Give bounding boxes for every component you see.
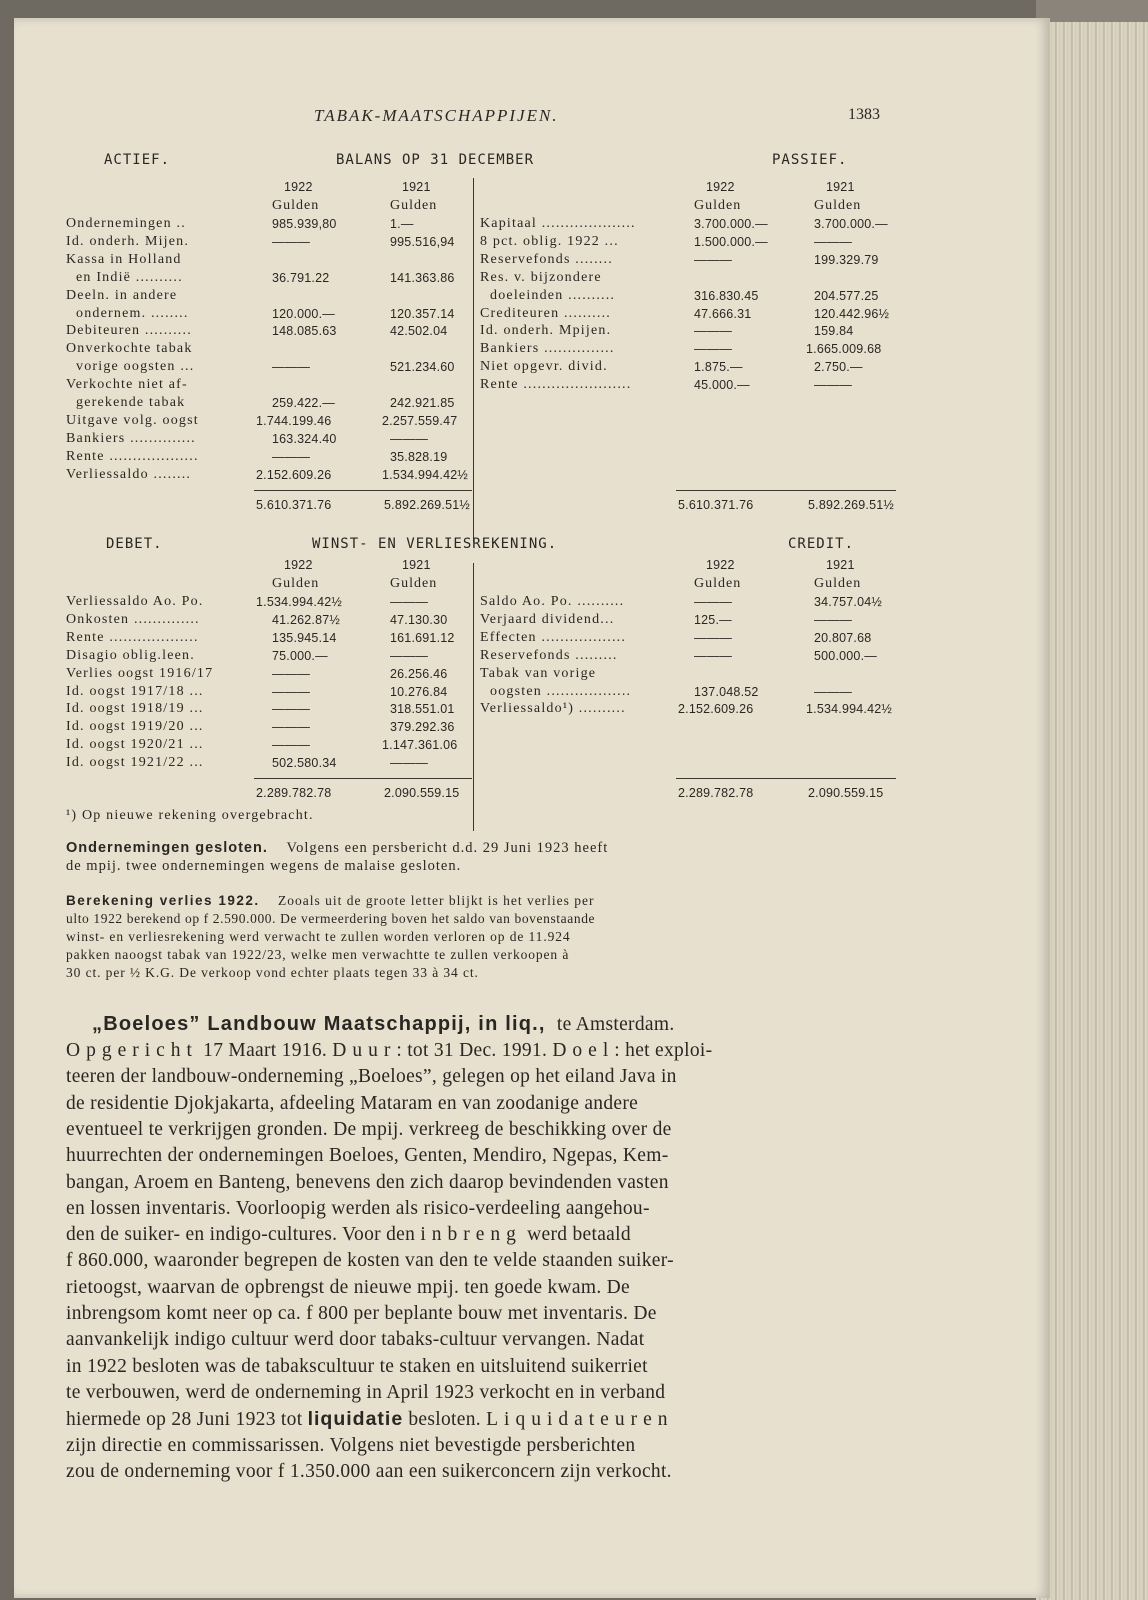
row-value-1921: 995.516,94: [390, 234, 455, 249]
article-line: [66, 1303, 657, 1325]
year-header: 1921: [402, 558, 431, 572]
total-1921: 5.892.269.51½: [808, 498, 895, 512]
row-value-1921: 34.757.04½: [814, 595, 883, 609]
row-value-1921: 35.828.19: [390, 449, 448, 464]
running-header: TABAK-MAATSCHAPPIJEN.: [314, 106, 559, 125]
article-text: Duur: [332, 1040, 397, 1061]
credit-heading: CREDIT.: [788, 536, 855, 552]
article-text: werd betaald: [521, 1224, 631, 1246]
article-line: [66, 1356, 648, 1378]
total-rule: [254, 490, 472, 491]
note-berekening-text-5: 30 ct. per ½ K.G. De verkoop vond echter plaats tegen 33 à 34 ct.: [66, 965, 479, 980]
row-value-1922: 125.—: [694, 612, 732, 627]
book-page-edges: [1036, 22, 1148, 1600]
article-line: [66, 1224, 631, 1246]
note-berekening-heading: Berekening verlies 1922.: [66, 893, 260, 908]
note-ondernemingen-text-1: Volgens een persbericht d.d. 29 Juni 1923 heeft: [286, 840, 609, 856]
total-rule: [676, 778, 896, 779]
row-value-1922: 1.534.994.42½: [256, 595, 343, 609]
row-label: Crediteuren ..........: [480, 305, 611, 321]
unit-header: Gulden: [814, 576, 862, 591]
row-value-1921: ———: [390, 431, 429, 446]
article-line: [66, 1172, 669, 1194]
row-label: en Indië ..........: [76, 269, 183, 285]
total-1922: 2.289.782.78: [256, 786, 332, 800]
row-value-1921: 204.577.25: [814, 288, 879, 303]
scanned-page: [14, 18, 1050, 1598]
article-line: [66, 1329, 644, 1351]
row-label: Verkochte niet af-: [66, 377, 188, 393]
article-text: inbreng: [420, 1224, 522, 1246]
row-label: Bankiers ...............: [480, 341, 615, 357]
article-text: hiermede op 28 Juni 1923 tot: [66, 1409, 308, 1431]
article-text: 17 Maart 1916.: [197, 1040, 333, 1061]
row-label: Deeln. in andere: [66, 287, 178, 303]
note-berekening-text-2: ulto 1922 berekend op f 2.590.000. De vermeerdering boven het saldo van bovenstaande: [66, 911, 596, 926]
row-value-1922: ———: [694, 630, 733, 645]
row-value-1922: 1.744.199.46: [256, 413, 332, 428]
article-line: [66, 1435, 635, 1457]
article-text: de residentie Djokjakarta, afdeeling Mataram en van zoodanige andere: [66, 1092, 639, 1114]
article-text: : het exploi-: [614, 1040, 713, 1061]
row-label: Rente ...................: [66, 448, 199, 464]
row-label: Saldo Ao. Po. ..........: [480, 594, 625, 609]
row-label: Reservefonds ........: [480, 251, 613, 267]
article-text: en lossen inventaris. Voorloopig werden als risico-verdeeling aangehou-: [66, 1197, 650, 1219]
row-value-1921: 318.551.01: [390, 702, 455, 717]
row-value-1922: 985.939,80: [272, 217, 337, 231]
row-label: Id. oogst 1918/19 ...: [66, 701, 204, 717]
row-value-1921: 199.329.79: [814, 252, 879, 267]
article-text: in 1922 besloten was de tabakscultuur te staken en uitsluitend suikerriet: [66, 1355, 648, 1377]
row-value-1922: 1.875.—: [694, 360, 743, 375]
article-text: inbrengsom komt neer op ca. f 800 per beplante bouw met inventaris. De: [66, 1303, 657, 1324]
row-label: Tabak van vorige: [480, 665, 597, 681]
row-label: Effecten ..................: [480, 629, 627, 645]
article-text: Opgericht: [66, 1040, 198, 1061]
row-label: Verliessaldo¹) ..........: [480, 701, 626, 717]
row-value-1922: ———: [694, 595, 733, 609]
row-value-1921: 1.—: [390, 217, 414, 231]
row-value-1921: ———: [814, 684, 853, 699]
row-value-1922: 148.085.63: [272, 324, 337, 339]
book-edge-top: [1036, 0, 1148, 24]
row-label: Id. oogst 1920/21 ...: [66, 737, 204, 753]
row-value-1921: 161.691.12: [390, 630, 455, 645]
article-text: f 860.000, waaronder begrepen de kosten van den te velde staanden suiker-: [66, 1250, 674, 1272]
row-value-1921: 242.921.85: [390, 396, 455, 410]
row-value-1921: 2.750.—: [814, 360, 863, 375]
article-text: besloten.: [403, 1409, 487, 1431]
row-value-1921: ———: [390, 756, 429, 771]
year-header: 1921: [826, 558, 855, 572]
row-label: Verliessaldo ........: [66, 466, 192, 482]
total-1922: 5.610.371.76: [678, 498, 754, 512]
row-label: vorige oogsten ...: [76, 359, 195, 375]
row-value-1922: ———: [272, 234, 311, 249]
article-text: rietoogst, waarvan de opbrengst de nieuwe mpij. ten goede kwam. De: [66, 1276, 631, 1298]
article-text: eventueel te verkrijgen gronden. De mpij. verkreeg de beschikking over de: [66, 1118, 672, 1140]
row-label: Verjaard dividend...: [480, 611, 615, 627]
row-value-1921: 26.256.46: [390, 666, 448, 681]
row-label: Id. oogst 1921/22 ...: [66, 755, 204, 771]
row-value-1922: 502.580.34: [272, 756, 337, 771]
article-text: den de suiker- en indigo-cultures. Voor den: [66, 1224, 421, 1246]
unit-header: Gulden: [390, 198, 438, 213]
unit-header: Gulden: [272, 198, 320, 213]
row-value-1921: 500.000.—: [814, 648, 877, 663]
row-value-1921: 379.292.36: [390, 720, 455, 735]
total-rule: [254, 778, 472, 779]
article-text: aanvankelijk indigo cultuur werd door tabaks-cultuur vervangen. Nadat: [66, 1329, 645, 1351]
row-value-1921: 3.700.000.—: [814, 217, 888, 231]
row-label: Id. onderh. Mpijen.: [480, 323, 612, 339]
page-number: 1383: [848, 106, 880, 123]
row-value-1922: 259.422.—: [272, 396, 335, 410]
row-value-1922: ———: [694, 342, 733, 357]
article-text: Liquidateuren: [486, 1409, 674, 1431]
article-line: [66, 1198, 650, 1220]
note-berekening-text-3: winst- en verliesrekening werd verwacht te zullen worden verloren op de 11.924: [66, 929, 571, 944]
row-label: Kassa in Holland: [66, 251, 182, 267]
article-line: [66, 1040, 712, 1062]
article-title-line: [92, 1013, 675, 1036]
article-text: te verbouwen, werd de onderneming in April 1923 verkocht en in verband: [66, 1381, 666, 1403]
total-1922: 2.289.782.78: [678, 786, 754, 800]
note-ondernemingen-heading: Ondernemingen gesloten.: [66, 840, 268, 856]
company-location: te Amsterdam.: [556, 1014, 675, 1035]
article-line: [66, 1408, 673, 1431]
company-name: „Boeloes” Landbouw Maatschappij, in liq.,: [92, 1013, 546, 1035]
row-value-1922: 2.152.609.26: [256, 467, 332, 482]
row-label: Id. onderh. Mijen.: [66, 233, 190, 249]
balans-divider: [473, 178, 474, 542]
passief-heading: PASSIEF.: [772, 152, 848, 168]
row-value-1922: 137.048.52: [694, 684, 759, 699]
article-text: zijn directie en commissarissen. Volgens niet bevestigde persberichten: [66, 1434, 636, 1456]
row-label: Id. oogst 1919/20 ...: [66, 719, 204, 735]
row-label: doeleinden ..........: [490, 287, 616, 303]
year-header: 1921: [402, 180, 431, 194]
unit-header: Gulden: [694, 576, 742, 591]
balans-heading: BALANS OP 31 DECEMBER: [336, 152, 535, 168]
winst-heading: WINST- EN VERLIESREKENING.: [312, 536, 558, 552]
row-label: oogsten ..................: [490, 683, 632, 699]
row-label: Rente .......................: [480, 377, 632, 393]
year-header: 1922: [284, 558, 313, 572]
row-value-1921: ———: [814, 234, 853, 249]
article-text: Doel: [552, 1040, 615, 1061]
row-value-1922: 1.500.000.—: [694, 234, 768, 249]
row-value-1922: ———: [272, 449, 311, 464]
row-value-1922: ———: [694, 252, 733, 267]
row-value-1921: 2.257.559.47: [382, 413, 458, 428]
row-value-1921: 20.807.68: [814, 630, 872, 645]
row-value-1922: 36.791.22: [272, 270, 330, 285]
total-1921: 2.090.559.15: [808, 786, 884, 800]
row-value-1922: ———: [272, 360, 311, 375]
note-ondernemingen: [66, 840, 608, 857]
row-label: Onkosten ..............: [66, 611, 200, 627]
row-value-1921: 521.234.60: [390, 360, 455, 375]
row-value-1921: 42.502.04: [390, 324, 448, 339]
row-label: Rente ...................: [66, 629, 199, 645]
unit-header: Gulden: [272, 576, 320, 591]
row-value-1922: ———: [272, 702, 311, 717]
row-value-1922: ———: [272, 738, 311, 753]
year-header: 1922: [706, 180, 735, 194]
row-value-1921: 120.357.14: [390, 306, 455, 321]
row-value-1922: ———: [694, 324, 733, 339]
row-value-1921: ———: [814, 612, 853, 627]
row-label: Verlies oogst 1916/17: [66, 665, 214, 681]
note-berekening: [66, 893, 595, 909]
row-value-1922: 3.700.000.—: [694, 217, 768, 231]
row-value-1921: ———: [390, 595, 429, 609]
article-line: [66, 1066, 677, 1088]
row-value-1922: ———: [272, 684, 311, 699]
row-value-1921: 1.534.994.42½: [382, 467, 469, 482]
row-label: Uitgave volg. oogst: [66, 412, 199, 428]
article-line: [66, 1119, 672, 1141]
row-label: Ondernemingen ..: [66, 216, 186, 231]
total-1922: 5.610.371.76: [256, 498, 332, 512]
row-value-1922: 75.000.—: [272, 648, 328, 663]
row-label: Reservefonds .........: [480, 647, 618, 663]
debet-heading: DEBET.: [106, 536, 163, 552]
article-line: [66, 1093, 638, 1115]
total-rule: [676, 490, 896, 491]
row-value-1922: 135.945.14: [272, 630, 337, 645]
row-label: 8 pct. oblig. 1922 ...: [480, 233, 619, 249]
row-value-1922: 2.152.609.26: [678, 702, 754, 717]
row-value-1921: 120.442.96½: [814, 306, 890, 321]
row-value-1922: 316.830.45: [694, 288, 759, 303]
article-line: [66, 1145, 669, 1167]
row-value-1921: 159.84: [814, 324, 854, 339]
row-label: Disagio oblig.leen.: [66, 647, 195, 663]
article-line: [66, 1461, 672, 1483]
row-label: ondernem. ........: [76, 305, 189, 321]
row-value-1921: 1.147.361.06: [382, 738, 458, 753]
total-1921: 5.892.269.51½: [384, 498, 471, 512]
note-ondernemingen-text-2: de mpij. twee ondernemingen wegens de malaise gesloten.: [66, 858, 462, 874]
article-text: huurrechten der ondernemingen Boeloes, Genten, Mendiro, Ngepas, Kem-: [66, 1145, 669, 1167]
unit-header: Gulden: [390, 576, 438, 591]
article-line: [66, 1382, 665, 1404]
row-value-1922: ———: [272, 666, 311, 681]
row-label: Verliessaldo Ao. Po.: [66, 594, 204, 609]
row-value-1921: 10.276.84: [390, 684, 448, 699]
row-label: Kapitaal ....................: [480, 216, 636, 231]
year-header: 1922: [284, 180, 313, 194]
row-value-1921: ———: [390, 648, 429, 663]
unit-header: Gulden: [694, 198, 742, 213]
article-line: [66, 1277, 630, 1299]
article-text: bangan, Aroem en Banteng, benevens den zich daarop bevindenden vasten: [66, 1171, 669, 1193]
row-value-1922: 41.262.87½: [272, 612, 341, 627]
article-text: : tot 31 Dec. 1991.: [396, 1040, 553, 1061]
row-value-1922: 45.000.—: [694, 378, 750, 393]
footnote: ¹) Op nieuwe rekening overgebracht.: [66, 808, 314, 823]
article-text: liquidatie: [307, 1408, 404, 1431]
actief-heading: ACTIEF.: [104, 152, 171, 168]
row-value-1921: ———: [814, 378, 853, 393]
article-text: zou de onderneming voor f 1.350.000 aan een suikerconcern zijn verkocht.: [66, 1460, 672, 1482]
total-1921: 2.090.559.15: [384, 786, 460, 800]
row-value-1922: 47.666.31: [694, 306, 752, 321]
row-label: gerekende tabak: [76, 395, 186, 410]
note-berekening-text-4: pakken naoogst tabak van 1922/23, welke men verwachtte te zullen verkoopen à: [66, 947, 570, 962]
row-label: Onverkochte tabak: [66, 341, 193, 357]
row-label: Debiteuren ..........: [66, 323, 192, 339]
article-text: teeren der landbouw-onderneming „Boeloes”, gelegen op het eiland Java in: [66, 1066, 677, 1088]
article-line: [66, 1250, 674, 1272]
row-value-1921: 1.534.994.42½: [806, 702, 893, 717]
row-value-1922: ———: [272, 720, 311, 735]
row-label: Bankiers ..............: [66, 430, 196, 446]
row-value-1921: 47.130.30: [390, 612, 448, 627]
winst-divider: [473, 563, 474, 831]
row-value-1921: 141.363.86: [390, 270, 455, 285]
year-header: 1922: [706, 558, 735, 572]
row-value-1922: 120.000.—: [272, 306, 335, 321]
row-value-1921: 1.665.009.68: [806, 342, 882, 357]
row-label: Niet opgevr. divid.: [480, 359, 608, 375]
row-label: Res. v. bijzondere: [480, 269, 602, 285]
row-label: Id. oogst 1917/18 ...: [66, 683, 204, 699]
note-berekening-text-1: Zooals uit de groote letter blijkt is het verlies per: [277, 893, 595, 908]
year-header: 1921: [826, 180, 855, 194]
row-value-1922: 163.324.40: [272, 431, 337, 446]
unit-header: Gulden: [814, 198, 862, 213]
row-value-1922: ———: [694, 648, 733, 663]
